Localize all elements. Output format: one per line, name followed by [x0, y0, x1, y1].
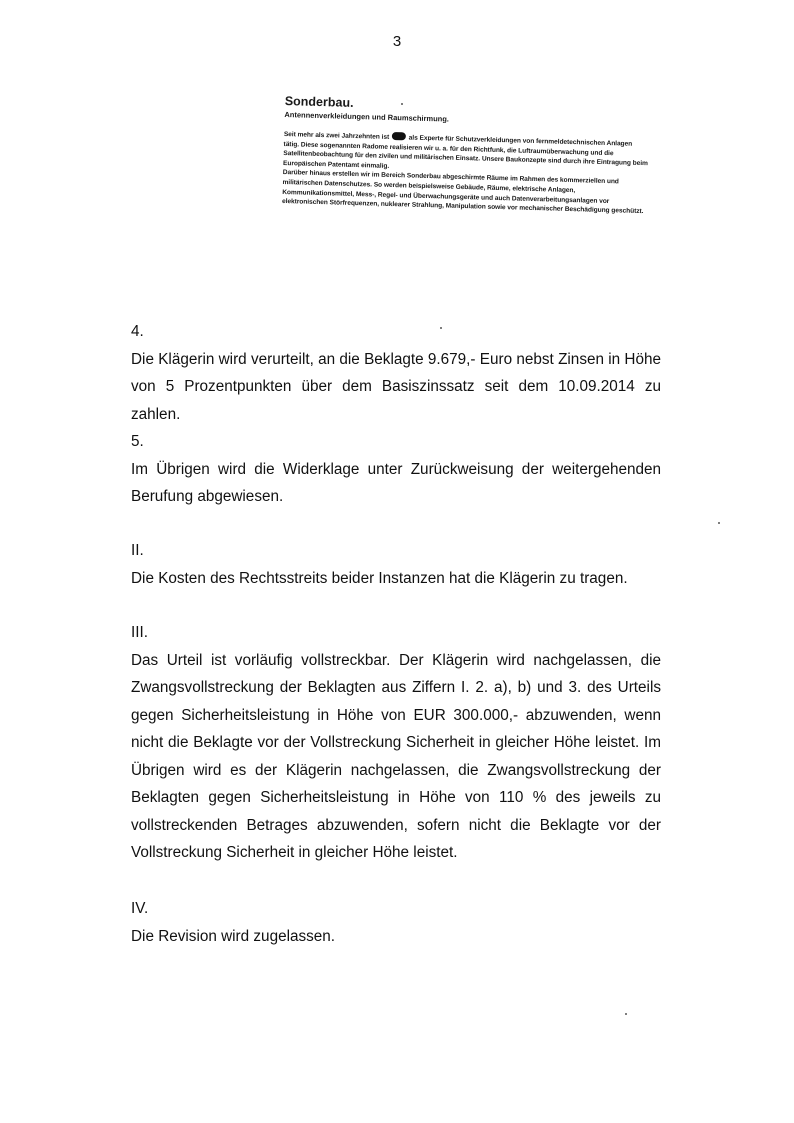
- inset-paragraph-1-rest: als Experte für Schutzverkleidungen von fernmeldetechnischen Anlagen tätig. Diese sogenannten Radome realisieren wir u. a. für den Richtfunk, die Luftraumüberwachung und die Satellitenbeobachtung für den zivilen und militärischen Einsatz. Unsere Baukonzepte sind durch ihre Eintragung beim Europäischen Patentamt einmalig.: [282, 134, 648, 170]
- scan-speck: [401, 103, 403, 105]
- inset-subtitle: Antennenverkleidungen und Raumschirmung.: [284, 109, 450, 124]
- redaction-mark: [392, 132, 406, 140]
- section-text: Die Revision wird zugelassen.: [131, 927, 336, 945]
- inset-paragraph-1-start: Seit mehr als zwei Jahrzehnten ist: [283, 130, 390, 141]
- inset-paragraph-2: Darüber hinaus erstellen wir im Bereich Sonderbau abgeschirmte Räume im Rahmen des kommerziellen und militärischen Datenschutzes. So werden beispielsweise Gebäude, Räume, elektrische Anlagen, Kommunikationsmittel, Mess-, Regel- und Überwachungsgeräte und auch Datenverarbeitungsanlagen vor elektronischen Störfrequenzen, nuklearer Strahlung, Manipulation sowie vor mechanischer Beschädigung geschützt.: [281, 169, 644, 216]
- section-number: III.: [131, 624, 148, 641]
- section-text: Die Klägerin wird verurteilt, an die Beklagte 9.679,- Euro nebst Zinsen in Höhe von 5 Prozentpunkten über dem Basiszinssatz seit dem 10.09.2014 zu zahlen.: [131, 350, 661, 423]
- section-IV: [131, 895, 661, 950]
- scan-speck: [718, 522, 720, 524]
- section-number: II.: [131, 542, 144, 559]
- section-text: Das Urteil ist vorläufig vollstreckbar. Der Klägerin wird nachgelassen, die Zwangsvollstreckung der Beklagten aus Ziffern I. 2. a), b) und 3. des Urteils gegen Sicherheitsleistung in Höhe von EUR 300.000,- abzuwenden, wenn nicht die Beklagte vor der Vollstreckung Sicherheit in gleicher Höhe leistet. Im Übrigen wird es der Klägerin nachgelassen, die Zwangsvollstreckung der Beklagten gegen Sicherheitsleistung in Höhe von 110 % des jeweils zu vollstreckenden Betrages abzuwenden, sofern nicht die Beklagte vor der Vollstreckung Sicherheit in gleicher Höhe leistet.: [131, 651, 661, 861]
- inset-title: Sonderbau.: [284, 94, 354, 110]
- section-5: [131, 428, 661, 511]
- section-4: [131, 318, 661, 428]
- section-II: [131, 537, 661, 592]
- section-number: IV.: [131, 900, 149, 917]
- section-number: 5.: [131, 433, 144, 450]
- section-text: Die Kosten des Rechtsstreits beider Instanzen hat die Klägerin zu tragen.: [131, 569, 628, 587]
- page-number: 3: [392, 33, 402, 50]
- scan-speck: [625, 1013, 627, 1015]
- scan-speck: [440, 327, 442, 329]
- section-III: [131, 619, 661, 867]
- section-number: 4.: [131, 323, 144, 340]
- scanned-inset-excerpt: [279, 94, 649, 304]
- section-text: Im Übrigen wird die Widerklage unter Zurückweisung der weitergehenden Berufung abgewiesen.: [131, 460, 661, 505]
